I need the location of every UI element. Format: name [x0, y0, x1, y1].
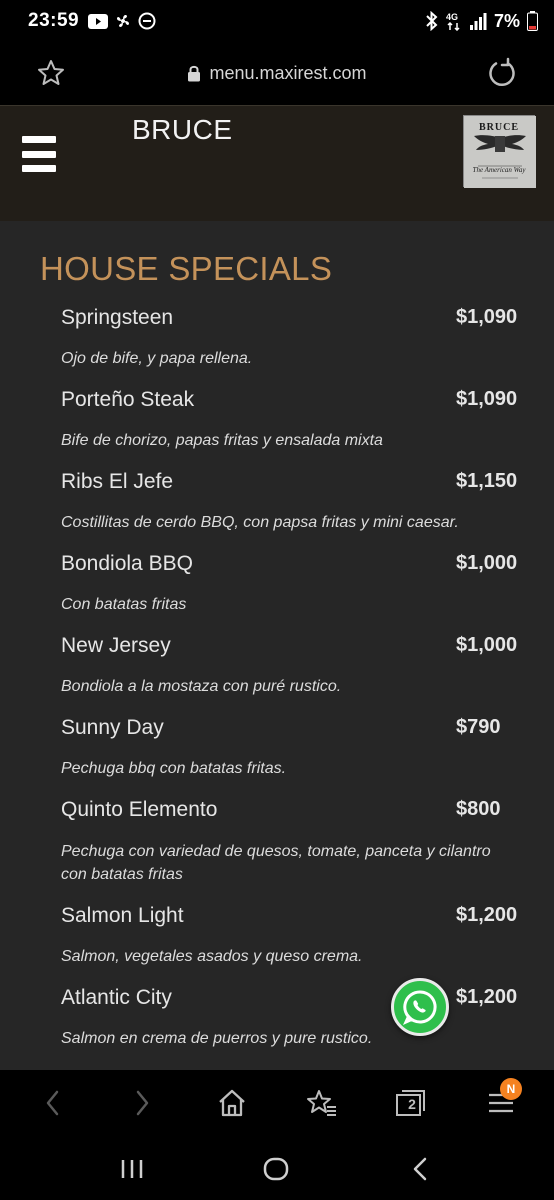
tabs-icon[interactable] — [394, 1086, 428, 1120]
item-description: Ojo de bife, y papa rellena. — [61, 350, 253, 367]
pinwheel-icon — [114, 12, 132, 30]
status-right-icons — [425, 11, 538, 32]
menu-badge: N — [500, 1078, 522, 1100]
hamburger-icon[interactable] — [22, 136, 56, 172]
item-price: $800 — [456, 798, 501, 820]
svg-text:4G: 4G — [445, 12, 458, 22]
item-name: Porteño Steak — [61, 388, 195, 411]
item-price: $1,200 — [456, 986, 518, 1008]
url-field[interactable] — [0, 42, 554, 105]
whatsapp-button[interactable] — [391, 978, 449, 1036]
url-text: menu.maxirest.com — [209, 63, 367, 83]
item-name: Quinto Elemento — [61, 798, 218, 821]
dnd-icon — [138, 12, 156, 30]
back-icon[interactable] — [36, 1086, 70, 1120]
item-price: $1,090 — [456, 388, 518, 410]
item-description: Bondiola a la mostaza con puré rustico. — [61, 678, 342, 695]
brand-logo[interactable] — [463, 115, 535, 187]
item-description: Costillitas de cerdo BBQ, con papsa fritas y mini caesar. — [61, 514, 459, 531]
section-title: HOUSE SPECIALS — [40, 250, 333, 287]
bluetooth-icon — [425, 11, 439, 31]
logo-tagline: The American Way — [472, 166, 526, 174]
battery-icon — [527, 11, 538, 31]
forward-icon[interactable] — [125, 1086, 159, 1120]
system-nav-bar — [0, 1136, 554, 1200]
item-price: $1,150 — [456, 470, 518, 492]
nav-back-icon[interactable] — [406, 1154, 436, 1184]
brand-title: BRUCE — [132, 114, 233, 145]
lock-icon — [187, 65, 201, 82]
item-description: Salmon, vegetales asados y queso crema. — [61, 948, 363, 965]
item-description: Bife de chorizo, papas fritas y ensalada mixta — [61, 432, 383, 449]
youtube-icon — [88, 14, 108, 29]
network-icon — [446, 11, 462, 31]
home-circle-icon[interactable] — [261, 1154, 291, 1184]
tabs-count: 2 — [408, 1096, 416, 1112]
item-name: Atlantic City — [61, 986, 172, 1009]
item-description: Pechuga con variedad de quesos, tomate, panceta y cilantro con batatas fritas — [61, 843, 491, 883]
item-name: Bondiola BBQ — [61, 552, 193, 575]
home-icon[interactable] — [215, 1086, 249, 1120]
item-name: Springsteen — [61, 306, 174, 329]
bookmarks-icon[interactable] — [305, 1086, 339, 1120]
signal-icon — [469, 12, 487, 30]
item-price: $1,200 — [456, 904, 518, 926]
reload-icon[interactable] — [486, 57, 518, 89]
item-name: Sunny Day — [61, 716, 164, 739]
whatsapp-icon — [400, 987, 440, 1027]
item-price: $1,090 — [456, 306, 518, 328]
item-name: New Jersey — [61, 634, 171, 657]
battery-percent: 7% — [493, 10, 520, 31]
item-price: $1,000 — [456, 634, 518, 656]
item-name: Ribs El Jefe — [61, 470, 174, 493]
item-description: Con batatas fritas — [61, 596, 187, 613]
item-price: $1,000 — [456, 552, 518, 574]
status-left-icons — [88, 12, 156, 30]
item-description: Salmon en crema de puerros y pure rustico. — [61, 1030, 373, 1047]
item-name: Salmon Light — [61, 904, 184, 927]
item-description: Pechuga bbq con batatas fritas. — [61, 760, 287, 777]
item-price: $790 — [456, 716, 501, 738]
status-time: 23:59 — [28, 10, 80, 31]
status-bar — [0, 0, 554, 42]
url-bar — [0, 42, 554, 105]
browser-toolbar — [0, 1070, 554, 1136]
recents-icon[interactable] — [117, 1154, 147, 1184]
logo-text: BRUCE — [478, 122, 519, 133]
menu-content — [0, 221, 554, 1070]
